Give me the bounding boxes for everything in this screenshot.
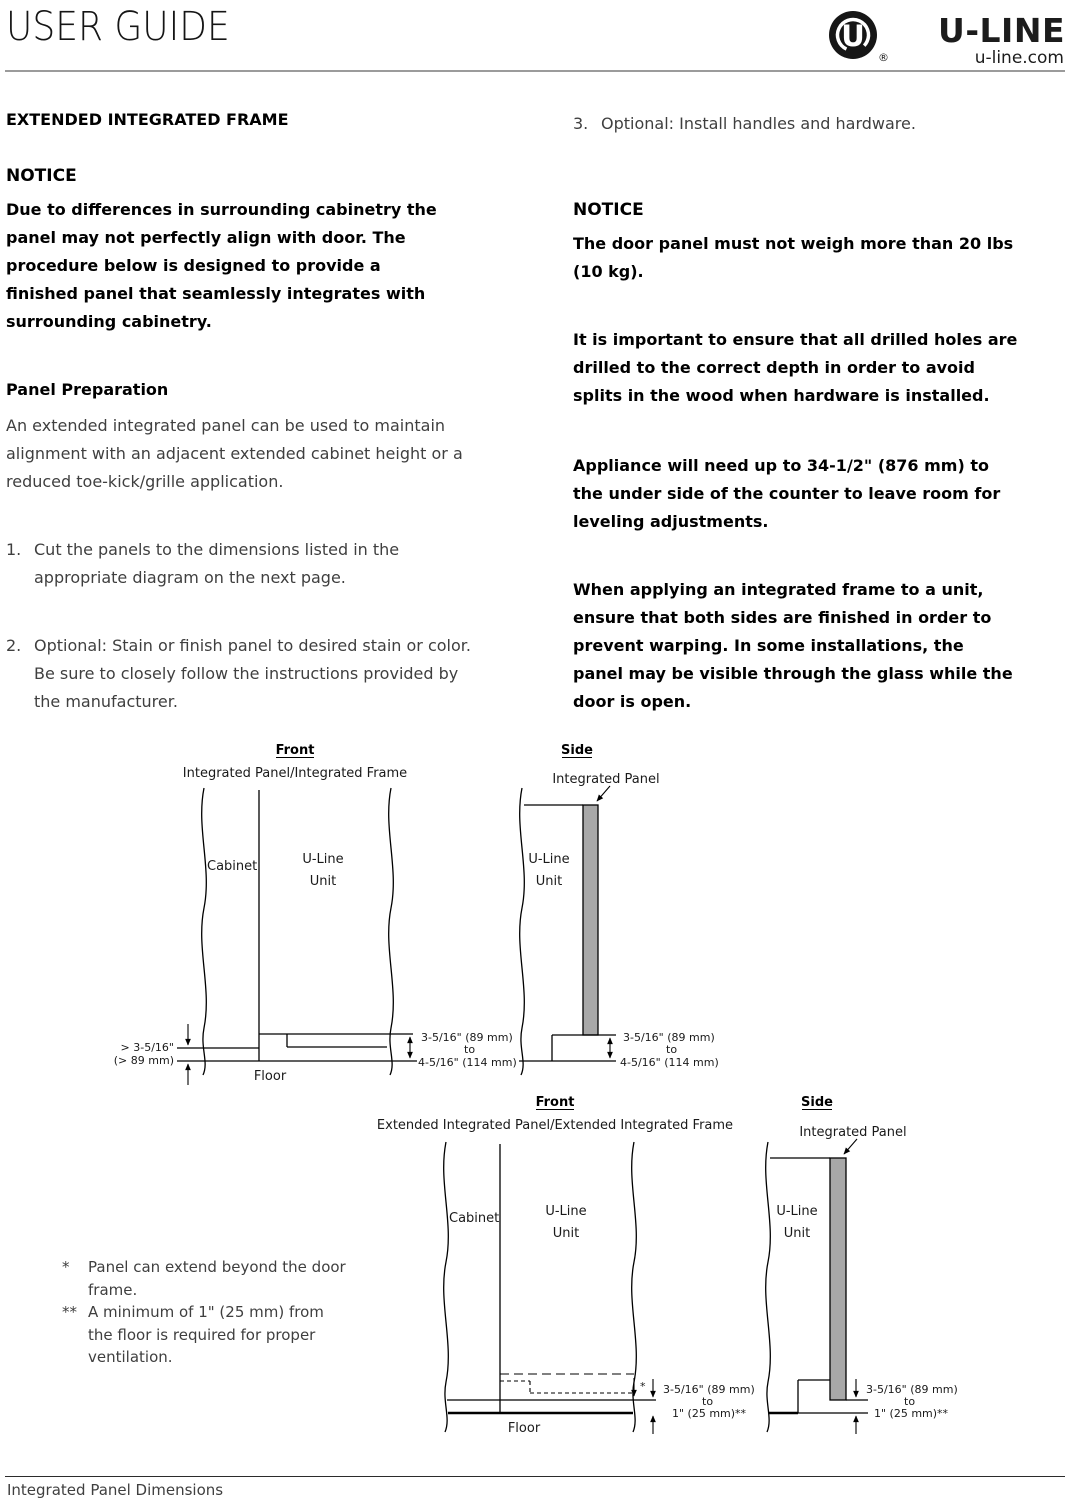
footer-divider xyxy=(5,1476,1065,1477)
notice-heading-left: NOTICE xyxy=(6,166,77,186)
step-3-text: Optional: Install handles and hardware. xyxy=(601,114,916,133)
toe-kick-outline xyxy=(519,1035,616,1061)
subsection-title: Panel Preparation xyxy=(6,380,169,399)
cabinet-break-line xyxy=(202,788,207,1075)
cabinet-break-line xyxy=(444,1142,449,1432)
svg-text:U: U xyxy=(841,19,865,53)
step-3-number: 3. xyxy=(573,114,589,133)
integrated-panel-shape xyxy=(830,1158,846,1400)
front-dimension xyxy=(653,1379,755,1434)
diagram1-front-subtitle: Integrated Panel/Integrated Frame xyxy=(182,766,408,781)
brand-website: u-line.com xyxy=(974,48,1064,68)
step-2 xyxy=(6,632,511,716)
side-dimension-value-1: 3-5/16" (89 mm) xyxy=(623,1031,715,1044)
unit-label-line2: Unit xyxy=(783,1226,811,1241)
left-dimension-value-1: > 3-5/16" xyxy=(120,1041,174,1054)
diagram2-front-view xyxy=(377,1095,755,1436)
side-dimension xyxy=(856,1379,958,1434)
side-dimension-value-2: to xyxy=(904,1395,916,1408)
footnote-1 xyxy=(62,1256,384,1301)
side-dimension-value-2: to xyxy=(666,1043,678,1056)
notice-paragraph-drilling: It is important to ensure that all drilled holes are drilled to the correct depth in order to avoid splits in the wood when hardware is installed. xyxy=(573,330,1018,405)
step-1-text: Cut the panels to the dimensions listed in the appropriate diagram on the next page. xyxy=(34,540,400,587)
section-title: EXTENDED INTEGRATED FRAME xyxy=(6,110,289,129)
diagram1-side-view xyxy=(519,743,719,1075)
right-dimension xyxy=(410,1031,517,1069)
unit-label-line2: Unit xyxy=(309,874,337,889)
page-title: USER GUIDE xyxy=(6,4,230,50)
diagram1-front-title: Front xyxy=(275,743,315,758)
panel-pointer-arrow-icon xyxy=(597,786,610,801)
right-dimension-value-1: 3-5/16" (89 mm) xyxy=(421,1031,513,1044)
intro-paragraph: An extended integrated panel can be used to maintain alignment with an adjacent extended cabinet height or a reduced toe-kick/grille application. xyxy=(6,416,463,491)
right-dimension-value-2: to xyxy=(464,1043,476,1056)
panel-pointer-arrow-icon xyxy=(844,1139,857,1154)
diagram1-front-view xyxy=(114,743,517,1085)
floor-label: Floor xyxy=(507,1421,541,1436)
unit-label-line2: Unit xyxy=(552,1226,580,1241)
side-dimension-value-3: 4-5/16" (114 mm) xyxy=(620,1056,719,1069)
footnote-1-text: Panel can extend beyond the door frame. xyxy=(88,1258,346,1299)
diagram2-side-title: Side xyxy=(801,1095,833,1110)
notice-paragraph-weight: The door panel must not weigh more than 20 lbs (10 kg). xyxy=(573,234,1014,281)
notice-paragraph-warping: When applying an integrated frame to a unit, ensure that both sides are finished in order to prevent warping. In some installations, the panel may be visible through the glass while the door is open. xyxy=(573,580,1013,711)
side-dimension-value-3: 1" (25 mm)** xyxy=(874,1407,949,1420)
unit-label-line1: U-Line xyxy=(302,852,344,867)
u-line-logo xyxy=(805,5,1065,67)
diagram2-front-title: Front xyxy=(535,1095,575,1110)
header-divider xyxy=(5,70,1065,72)
unit-label-line2: Unit xyxy=(535,874,563,889)
left-dimension-value-2: (> 89 mm) xyxy=(113,1054,174,1067)
front-dimension-value-2: to xyxy=(702,1395,714,1408)
unit-label-line1: U-Line xyxy=(776,1204,818,1219)
diagram2-side-view xyxy=(766,1095,958,1434)
footnote-2-marker: ** xyxy=(62,1303,77,1321)
front-dimension-value-1: 3-5/16" (89 mm) xyxy=(663,1383,755,1396)
floor-label: Floor xyxy=(253,1069,287,1084)
extended-panel-dashed-outline xyxy=(500,1374,634,1393)
diagram-footnotes xyxy=(62,1256,384,1369)
right-dimension-value-3: 4-5/16" (114 mm) xyxy=(418,1056,517,1069)
unit-label-line1: U-Line xyxy=(528,852,570,867)
unit-label-line1: U-Line xyxy=(545,1204,587,1219)
front-dimension-value-3: 1" (25 mm)** xyxy=(672,1407,747,1420)
registered-trademark: ® xyxy=(878,51,889,64)
notice-paragraph-left: Due to differences in surrounding cabinetry the panel may not perfectly align with door. The procedure below is designed to provide a finished panel that seamlessly integrates with surrounding cabinetry. xyxy=(6,200,437,331)
brand-wordmark: U-LINE xyxy=(938,11,1065,50)
step-2-text: Optional: Stain or finish panel to desired stain or color. Be sure to closely follow the instructions provided by the manufacturer. xyxy=(34,636,471,711)
unit-break-line xyxy=(389,788,394,1075)
footnote-2 xyxy=(62,1301,384,1369)
cabinet-label: Cabinet xyxy=(207,859,258,874)
footer-caption: Integrated Panel Dimensions xyxy=(7,1481,224,1499)
footnote-1-marker: * xyxy=(62,1258,70,1276)
step-1-number: 1. xyxy=(6,540,22,559)
asterisk-marker: * xyxy=(640,1380,646,1393)
step-3 xyxy=(573,110,1065,138)
side-dimension xyxy=(610,1031,719,1069)
toe-kick-outline xyxy=(769,1380,868,1413)
side-dimension-value-1: 3-5/16" (89 mm) xyxy=(866,1383,958,1396)
integrated-panel-shape xyxy=(583,805,598,1035)
footnote-2-text: A minimum of 1" (25 mm) from the floor is required for proper ventilation. xyxy=(88,1303,324,1366)
cabinet-label: Cabinet xyxy=(449,1211,500,1226)
unit-break-line xyxy=(520,788,525,1075)
notice-heading-right: NOTICE xyxy=(573,200,644,220)
notice-paragraph-clearance: Appliance will need up to 34-1/2" (876 mm) to the under side of the counter to leave room for leveling adjustments. xyxy=(573,456,1001,531)
step-2-number: 2. xyxy=(6,636,22,655)
step-1 xyxy=(6,536,511,592)
unit-break-line xyxy=(766,1142,771,1432)
integrated-panel-label: Integrated Panel xyxy=(552,772,660,787)
diagram1-side-title: Side xyxy=(561,743,593,758)
diagram2-front-subtitle: Extended Integrated Panel/Extended Integrated Frame xyxy=(376,1118,734,1133)
left-dimension xyxy=(114,1024,188,1085)
integrated-panel-label: Integrated Panel xyxy=(799,1125,907,1140)
